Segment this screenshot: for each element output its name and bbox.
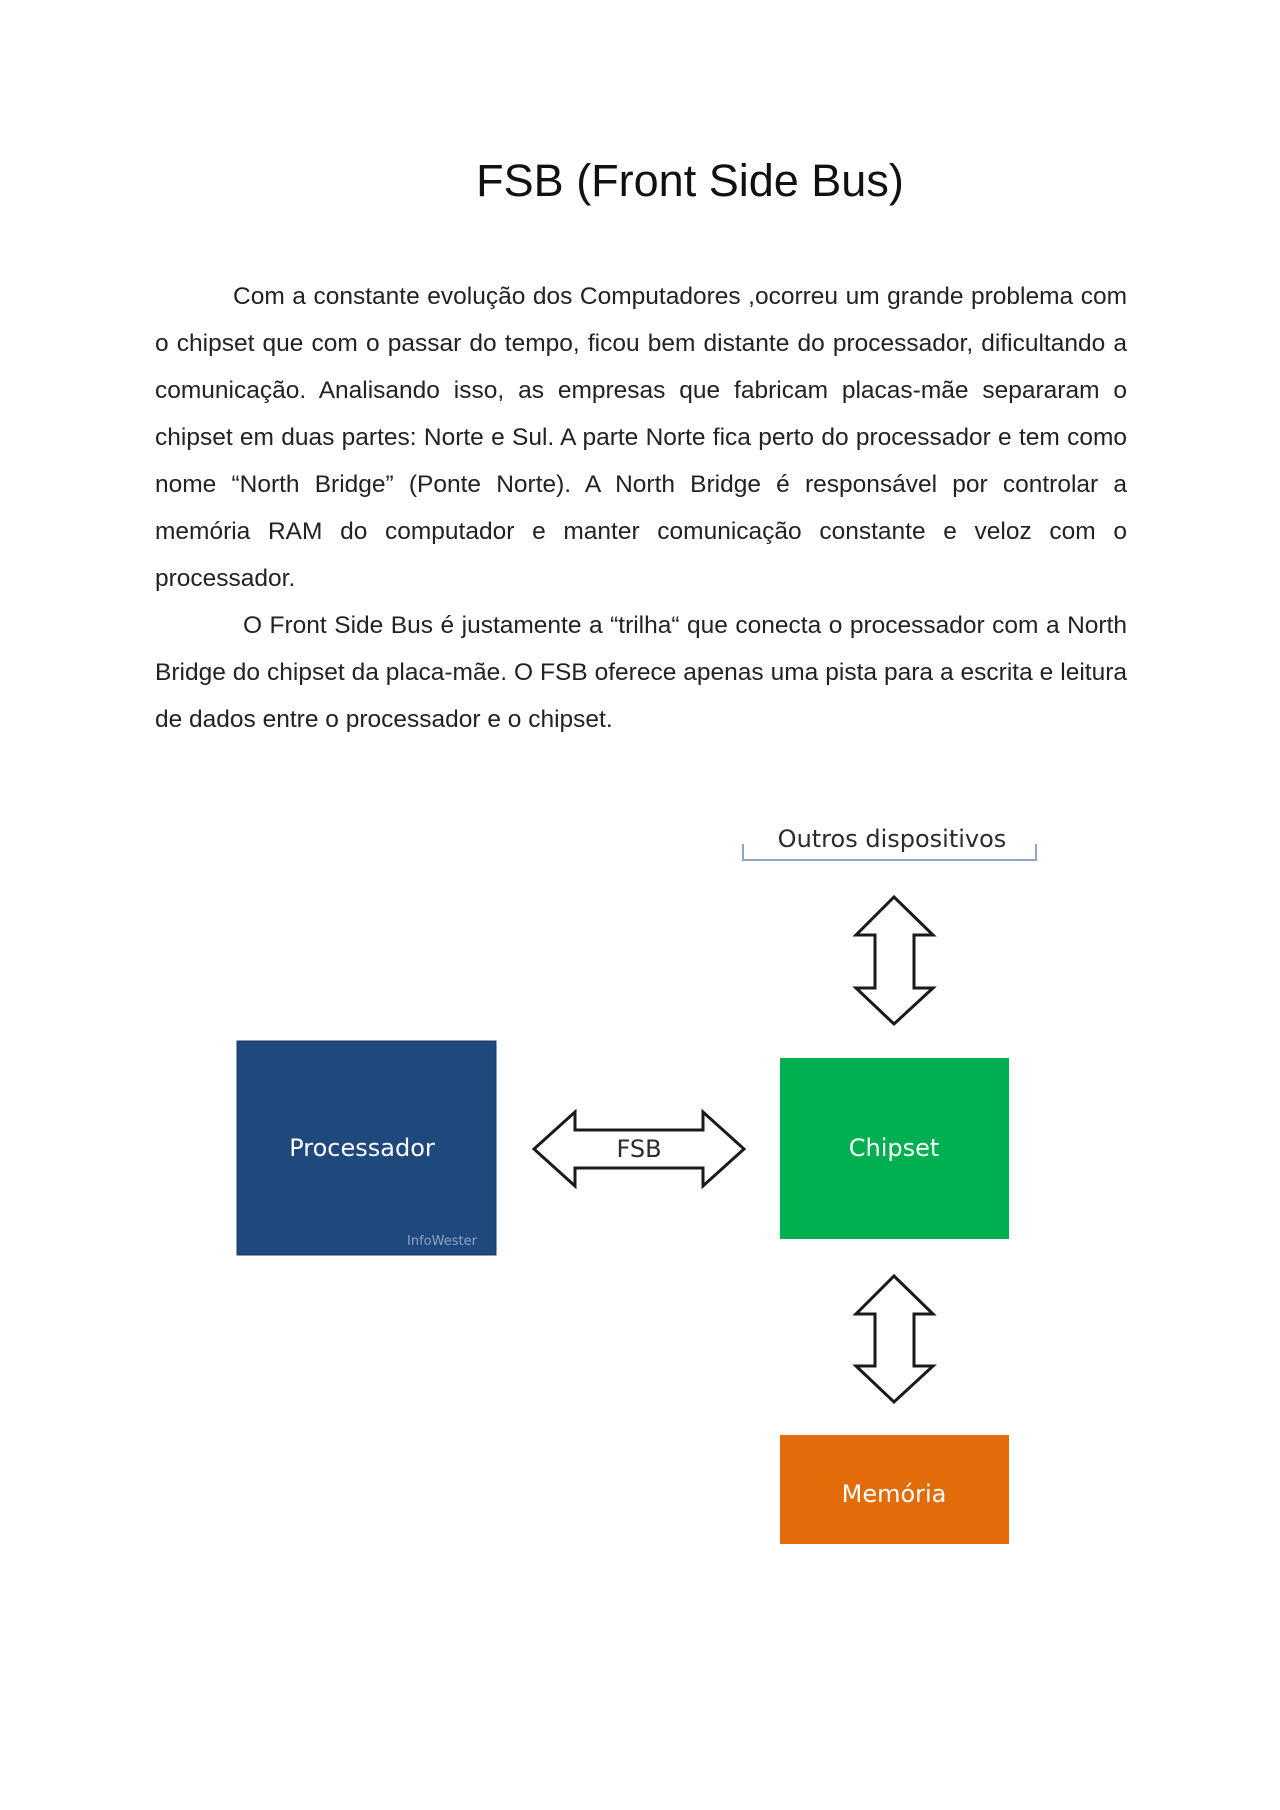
processor-label: Processador [289,1134,435,1162]
other-devices-label: Outros dispositivos [777,825,1007,853]
processor-block [237,1041,496,1255]
body-text [155,273,1127,743]
chipset-label: Chipset [848,1134,940,1162]
lower-double-arrow-icon [856,1276,933,1402]
paragraph-2: O Front Side Bus é justamente a “trilha“ que conecta o processador com a North Bridge do chipset da placa-mãe. O FSB oferece apenas uma pista para a escrita e leitura de dados entre o processador e o chipset. [155,612,1127,733]
fsb-arrow [534,1112,744,1186]
other-devices-block [743,825,1036,860]
chipset-block [780,1058,1009,1239]
upper-double-arrow-icon [856,897,933,1024]
watermark-label: InfoWester [407,1234,477,1249]
memory-block [780,1435,1009,1544]
fsb-label: FSB [616,1135,662,1163]
page-title: FSB (Front Side Bus) [476,155,904,206]
memory-label: Memória [841,1480,947,1508]
paragraph-1: Com a constante evolução dos Computadores ,ocorreu um grande problema com o chipset que com o passar do tempo, ficou bem distante do processador, dificultando a comunicação. Analisando isso, as empresas que fabricam placas-mãe separaram o chipset em duas partes: Norte e Sul. A parte Norte fica perto do processador e tem como nome “North Bridge” (Ponte Norte). A North Bridge é responsável por controlar a memória RAM do computador e manter comunicação constante e veloz com o processador. [155,283,1127,592]
